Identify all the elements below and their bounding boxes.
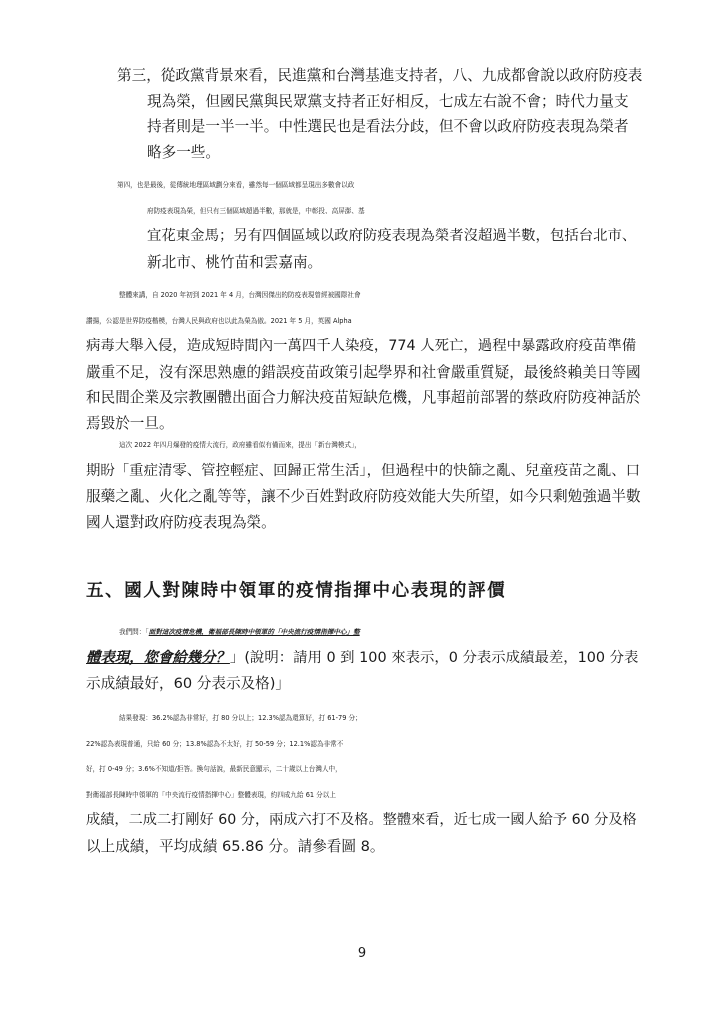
text-line: 略多一些。 (147, 143, 220, 161)
text-line: 焉毀於一旦。 (86, 414, 174, 432)
text-line: 成績，二成二打剛好 60 分，兩成六打不及格。整體來看，近七成一國人給予 60 分及格 (86, 812, 637, 829)
text-line: 結果發現：36.2%認為非常好，打 80 分以上；12.3%認為還算好，打 61-79 分； (119, 714, 362, 722)
page-number: 9 (357, 946, 367, 961)
question-note: 」(說明：請用 0 到 100 來表示，0 分表示成績最差，100 分表 (229, 649, 639, 666)
text-line: 22%認為表現普通，只給 60 分；13.8%認為不太好，打 50-59 分；12.1%認為非常不 (86, 739, 344, 748)
paragraph-overall (86, 283, 641, 437)
text-line: 現為榮，但國民黨與民眾黨支持者正好相反，七成左右說不會；時代力量支 (147, 92, 629, 110)
text-line: 宜花東金馬；另有四個區域以政府防疫表現為榮者沒超過半數，包括台北市、 (147, 228, 637, 245)
text-line: 持者則是一半一半。中性選民也是看法分歧，但不會以政府防疫表現為榮者 (147, 118, 629, 136)
question-emphasis: 面對這次疫情危機，衛福部長陳時中領軍的「中央流行疫情指揮中心」整 (148, 628, 360, 636)
text-line: 這次 2022 年四月爆發的疫情大流行，政府雖看似有備而來，提出「新台灣模式」， (119, 441, 361, 449)
text-line: 對衛福部長陳時中領軍的「中央流行疫情指揮中心」整體表現，約四成九給 61 分以上 (86, 790, 336, 799)
question-prefix: 我們問：「 (119, 628, 149, 636)
text-line: 好，打 0-49 分；3.6%不知道/拒答。換句話說，最新民意顯示，二十歲以上台灣人中， (86, 765, 342, 774)
text-line: 府防疫表現為榮，但只有三個區域超過半數，那就是，中彰投、高屏澎、基 (147, 206, 365, 215)
text-line: 期盼「重症清零、管控輕症、回歸正常生活」，但過程中的快篩之亂、兒童疫苗之亂、口 (86, 462, 641, 479)
text-line: 第三，從政黨背景來看，民進黨和台灣基進支持者，八、九成都會說以政府防疫表 (117, 67, 643, 84)
survey-question (86, 620, 638, 697)
list-item-third (117, 63, 642, 165)
text-line: 和民間企業及宗教團體出面合力解決疫苗短缺危機，凡事超前部署的蔡政府防疫神話於 (86, 389, 641, 407)
list-item-fourth (117, 173, 636, 275)
paragraph-2022-outbreak (86, 433, 641, 535)
text-line (86, 646, 638, 672)
text-line: 第四，也是最後，從傳統地理區域劃分來看，雖然每一個區域都呈現出多數會以政 (117, 181, 355, 189)
text-line: 國人還對政府防疫表現為榮。 (86, 513, 276, 531)
text-line: 嚴重不足，沒有深思熟慮的錯誤疫苗政策引起學界和社會嚴重質疑，最後終賴美日等國 (86, 363, 641, 381)
survey-results (86, 706, 637, 860)
section-heading: 五、國人對陳時中領軍的疫情指揮中心表現的評價 (86, 581, 507, 601)
text-line: 服藥之亂、火化之亂等等，讓不少百姓對政府防疫效能大失所望，如今只剩勉強過半數 (86, 488, 641, 506)
text-line: 新北市、桃竹苗和雲嘉南。 (147, 253, 323, 271)
text-line: 整體來講，自 2020 年初到 2021 年 4 月，台灣因傑出的防疫表現曾經被國際社會 (119, 291, 361, 299)
text-line: 病毒大舉入侵，造成短時間內一萬四千人染疫，774 人死亡，過程中暴露政府疫苗準備 (86, 338, 637, 355)
text-line: 示成績最好，60 分表示及格)」 (86, 675, 291, 693)
text-line: 讚揚，公認是世界防疫楷模，台灣人民與政府也以此為榮為傲。2021 年 5 月，英國 Alpha (86, 316, 352, 325)
text-line (86, 620, 638, 646)
question-emphasis: 體表現，您會給幾分？ (86, 649, 230, 666)
text-line: 以上成績，平均成績 65.86 分。請參看圖 8。 (86, 837, 385, 855)
